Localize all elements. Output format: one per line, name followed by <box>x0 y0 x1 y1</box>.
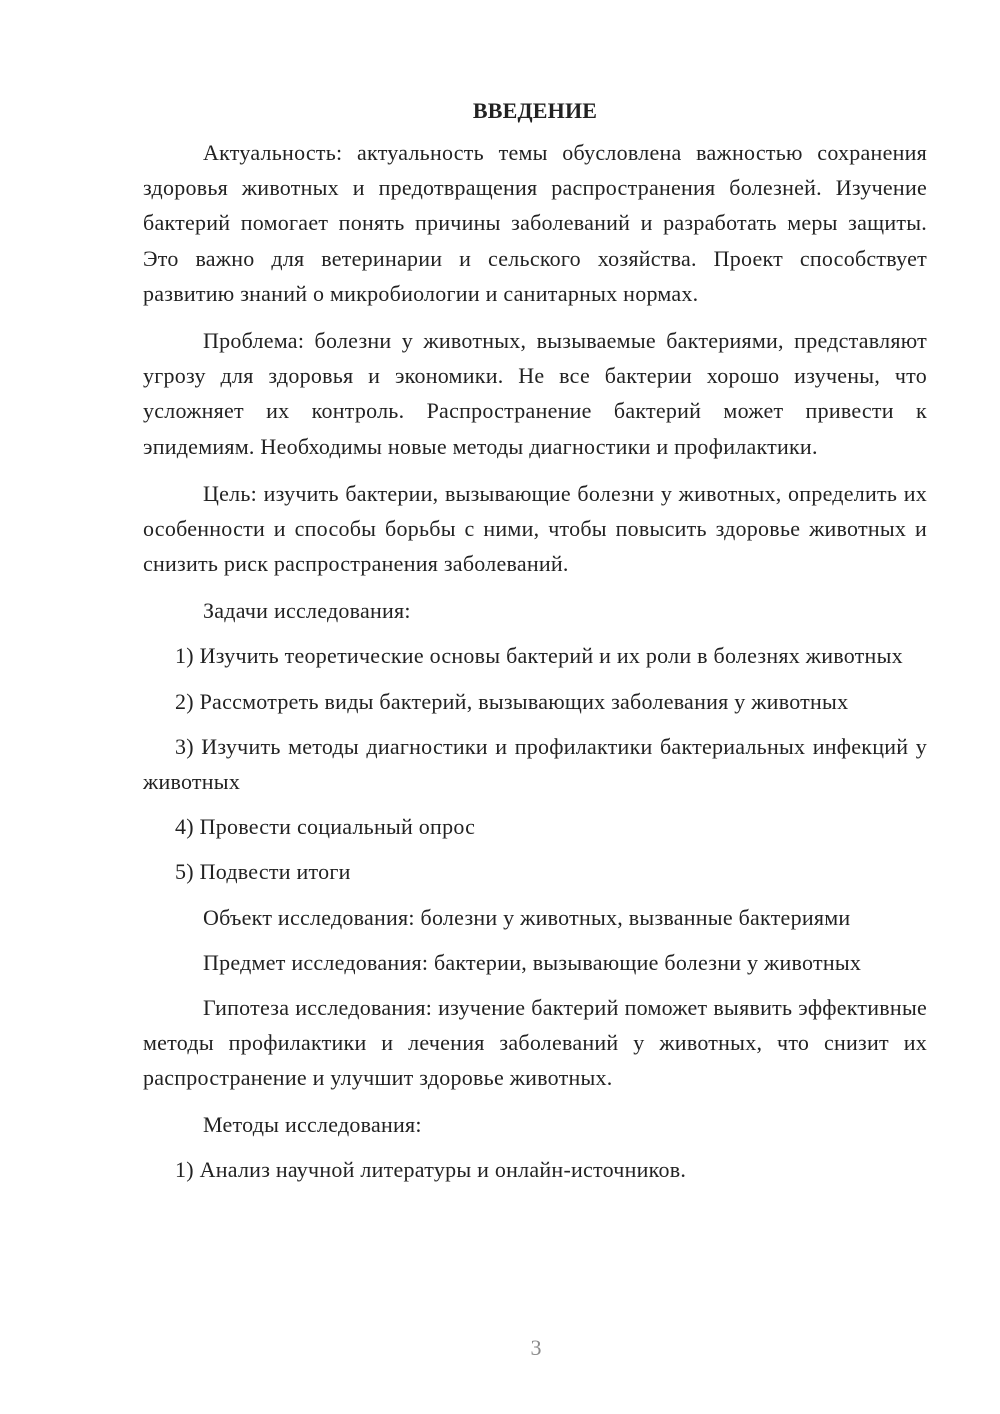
task-item-5: 5) Подвести итоги <box>175 859 351 885</box>
research-object: Объект исследования: болезни у животных, вызванные бактериями <box>203 904 851 930</box>
method-item-1: 1) Анализ научной литературы и онлайн-источников. <box>175 1157 687 1183</box>
relevance-paragraph: Актуальность: актуальность темы обусловлена важностью сохранения здоровья животных и предотвращения распространения болезней. Изучение бактерий помогает понять причины заболеваний и разработать меры защиты. Это важно для ветеринарии и сельского хозяйства. Проект способствует развитию знаний о микробиологии и санитарных нормах. <box>143 140 927 306</box>
task-item-1: 1) Изучить теоретические основы бактерий и их роли в болезнях животных <box>175 643 903 669</box>
task-item-3: 3) Изучить методы диагностики и профилактики бактериальных инфекций у животных <box>143 733 927 795</box>
problem-paragraph: Проблема: болезни у животных, вызываемые бактериями, представляют угрозу для здоровья и экономики. Не все бактерии хорошо изучены, что усложняет их контроль. Распространение бактерий может привести к эпидемиям. Необходимы новые методы диагностики и профилактики. <box>143 328 927 459</box>
hypothesis-paragraph: Гипотеза исследования: изучение бактерий поможет выявить эффективные методы профилактики и лечения заболеваний у животных, что снизит их распространение и улучшит здоровье животных. <box>143 994 927 1091</box>
page-number: 3 <box>530 1335 542 1360</box>
page-title: ВВЕДЕНИЕ <box>472 98 598 123</box>
goal-paragraph: Цель: изучить бактерии, вызывающие болезни у животных, определить их особенности и способы борьбы с ними, чтобы повысить здоровье животных и снизить риск распространения заболеваний. <box>143 480 927 577</box>
task-item-4: 4) Провести социальный опрос <box>175 814 476 840</box>
task-item-2: 2) Рассмотреть виды бактерий, вызывающих заболевания у животных <box>175 688 849 714</box>
methods-title: Методы исследования: <box>203 1112 422 1138</box>
research-subject: Предмет исследования: бактерии, вызывающие болезни у животных <box>203 949 862 975</box>
tasks-title: Задачи исследования: <box>203 598 411 624</box>
page-content <box>143 93 927 1197</box>
